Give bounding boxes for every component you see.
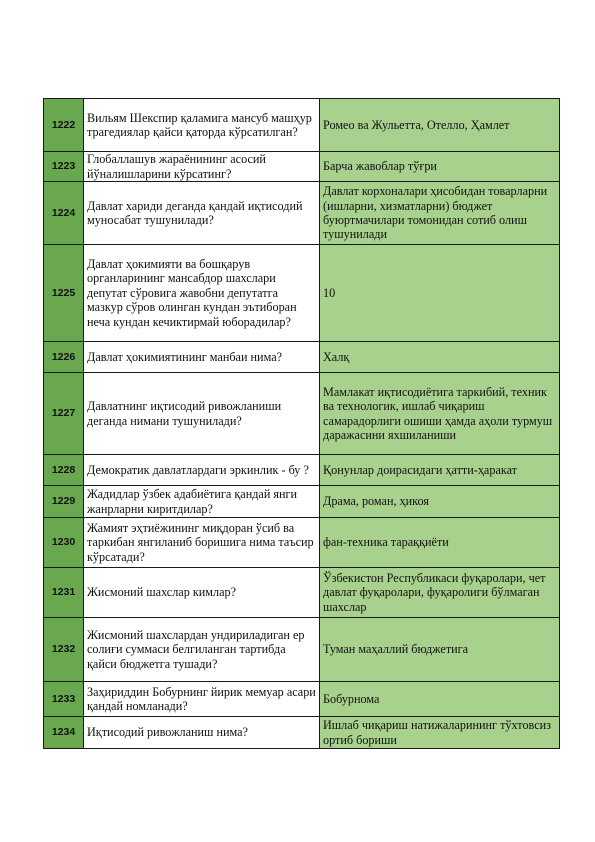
answer-cell: Барча жавоблар тўғри: [320, 152, 560, 182]
row-number: 1234: [44, 717, 84, 749]
table-row: [44, 486, 560, 518]
answer-cell: Драма, роман, ҳикоя: [320, 486, 560, 518]
row-number: 1233: [44, 682, 84, 717]
row-number: 1222: [44, 99, 84, 152]
question-answer-table: [43, 98, 560, 749]
table-row: [44, 152, 560, 182]
row-number: 1229: [44, 486, 84, 518]
answer-cell: Ишлаб чиқариш натижаларининг тўхтовсиз ортиб бориши: [320, 717, 560, 749]
question-cell: Жисмоний шахслардан ундириладиган ер солиғи суммаси белгиланган тартибда қайси бюджетга тушади?: [84, 618, 320, 682]
answer-cell: 10: [320, 245, 560, 342]
question-cell: Жамият эҳтиёжининг миқдоран ўсиб ва таркибан янгиланиб боришига нима таъсир кўрсатади?: [84, 518, 320, 568]
question-cell: Давлат хариди деганда қандай иқтисодий муносабат тушунилади?: [84, 182, 320, 245]
table-row: [44, 182, 560, 245]
answer-cell: Мамлакат иқтисодиётига таркибий, техник ва технологик, ишлаб чиқариш самарадорлиги ошиши ҳамда аҳоли турмуш даражасини яхшиланиши: [320, 373, 560, 455]
question-cell: Жадидлар ўзбек адабиётига қандай янги жанрларни киритдилар?: [84, 486, 320, 518]
answer-cell: фан-техника тараққиёти: [320, 518, 560, 568]
table-row: [44, 717, 560, 749]
question-cell: Жисмоний шахслар кимлар?: [84, 568, 320, 618]
row-number: 1226: [44, 342, 84, 373]
question-cell: Давлатнинг иқтисодий ривожланиши деганда нимани тушунилади?: [84, 373, 320, 455]
answer-cell: Туман маҳаллий бюджетига: [320, 618, 560, 682]
row-number: 1232: [44, 618, 84, 682]
row-number: 1231: [44, 568, 84, 618]
table-row: [44, 373, 560, 455]
answer-cell: Давлат корхоналари ҳисобидан товарларни (ишларни, хизматларни) бюджет буюртмачилари томонидан сотиб олиш тушунилади: [320, 182, 560, 245]
table-row: [44, 618, 560, 682]
table-row: [44, 682, 560, 717]
answer-cell: Қонунлар доирасидаги ҳатти-ҳаракат: [320, 455, 560, 486]
row-number: 1227: [44, 373, 84, 455]
answer-cell: Халқ: [320, 342, 560, 373]
table-row: [44, 245, 560, 342]
answer-cell: Ўзбекистон Республикаси фуқаролари, чет давлат фуқаролари, фуқаролиги бўлмаган шахслар: [320, 568, 560, 618]
answer-cell: Бобурнома: [320, 682, 560, 717]
table-row: [44, 455, 560, 486]
question-cell: Заҳириддин Бобурнинг йирик мемуар асари қандай номланади?: [84, 682, 320, 717]
question-cell: Глобаллашув жараёнининг асосий йўналишларини кўрсатинг?: [84, 152, 320, 182]
row-number: 1225: [44, 245, 84, 342]
table-row: [44, 518, 560, 568]
question-cell: Иқтисодий ривожланиш нима?: [84, 717, 320, 749]
table-row: [44, 568, 560, 618]
table-row: [44, 99, 560, 152]
row-number: 1228: [44, 455, 84, 486]
question-cell: Вильям Шекспир қаламига мансуб машҳур трагедиялар қайси қаторда кўрсатилган?: [84, 99, 320, 152]
row-number: 1230: [44, 518, 84, 568]
question-cell: Давлат ҳокимияти ва бошқарув органларининг мансабдор шахслари депутат сўровига жавобни депутатга мазкур сўров олинган кундан эътиборан неча кундан кечиктирмай юборадилар?: [84, 245, 320, 342]
question-cell: Давлат ҳокимиятининг манбаи нима?: [84, 342, 320, 373]
answer-cell: Ромео ва Жульетта, Отелло, Ҳамлет: [320, 99, 560, 152]
row-number: 1223: [44, 152, 84, 182]
table-row: [44, 342, 560, 373]
row-number: 1224: [44, 182, 84, 245]
question-cell: Демократик давлатлардаги эркинлик - бу ?: [84, 455, 320, 486]
